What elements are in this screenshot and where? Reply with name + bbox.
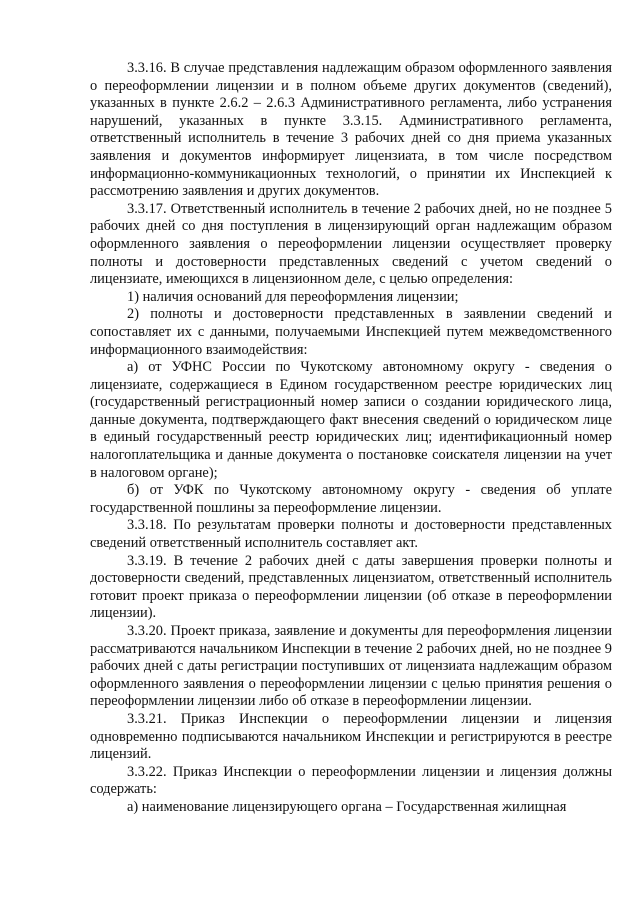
list-item-a: а) от УФНС России по Чукотскому автономному округу - сведения о лицензиате, содержащиеся в Едином государственном реестре юридических лиц (государственный регистрационный номер записи о создании юридического лица, данные документа, подтверждающего факт внесения сведений о юридическом лице в единый государственный реестр юридических лиц; идентификационный номер налогоплательщика и данные документа о постановке соискателя лицензии на учет в налоговом органе); (90, 359, 612, 481)
list-item-1: 1) наличия оснований для переоформления лицензии; (127, 288, 459, 305)
paragraph-3-3-16: 3.3.16. В случае представления надлежащим образом оформленного заявления о переоформлении лицензии и в полном объеме других документов (сведений), указанных в пункте 2.6.2 – 2.6.3 Административного регламента, либо устранения нарушений, указанных в пункте 3.3.15. Административного регламента, ответственный исполнитель в течение 3 рабочих дней со дня приема указанных заявления и документов информирует лицензиата, в том числе посредством информационно-коммуникационных технологий, о принятии их Инспекцией к рассмотрению заявления и других документов. (90, 60, 612, 200)
list-item-a-last: а) наименование лицензирующего органа – Государственная жилищная (127, 798, 567, 815)
list-item-b: б) от УФК по Чукотскому автономному округу - сведения об уплате государственной пошлины за переоформление лицензии. (90, 482, 612, 516)
paragraph-3-3-19: 3.3.19. В течение 2 рабочих дней с даты завершения проверки полноты и достоверности сведений, представленных лицензиатом, ответственный исполнитель готовит проект приказа о переоформлении лицензии (об отказе в переоформлении лицензии). (90, 552, 612, 622)
paragraph-3-3-17: 3.3.17. Ответственный исполнитель в течение 2 рабочих дней, но не позднее 5 рабочих дней со дня поступления в лицензирующий орган надлежащим образом оформленного заявления о переоформлении лицензии осуществляет проверку полноты и достоверности представленных сведений с учетом сведений о лицензиате, имеющихся в лицензионном деле, с целью определения: (90, 200, 612, 288)
paragraph-3-3-22: 3.3.22. Приказ Инспекции о переоформлении лицензии и лицензия должны содержать: (90, 763, 612, 798)
list-item-2: 2) полноты и достоверности представленных в заявлении сведений и сопоставляет их с данными, получаемыми Инспекцией путем межведомственного информационного взаимодействия: (90, 306, 612, 358)
paragraph-3-3-18: 3.3.18. По результатам проверки полноты и достоверности представленных сведений ответственный исполнитель составляет акт. (90, 517, 612, 552)
paragraph-3-3-20: 3.3.20. Проект приказа, заявление и документы для переоформления лицензии рассматриваются начальником Инспекции в течение 2 рабочих дней, но не позднее 9 рабочих дней с даты регистрации поступивших от лицензиата надлежащим образом оформленного заявления о переоформлении лицензии с целью принятия решения о переоформлении лицензии либо об отказе в переоформлении лицензии. (90, 623, 612, 710)
document-page (90, 60, 612, 817)
paragraph-3-3-21: 3.3.21. Приказ Инспекции о переоформлении лицензии и лицензия одновременно подписываются начальником Инспекции и регистрируются в реестре лицензий. (90, 710, 612, 763)
